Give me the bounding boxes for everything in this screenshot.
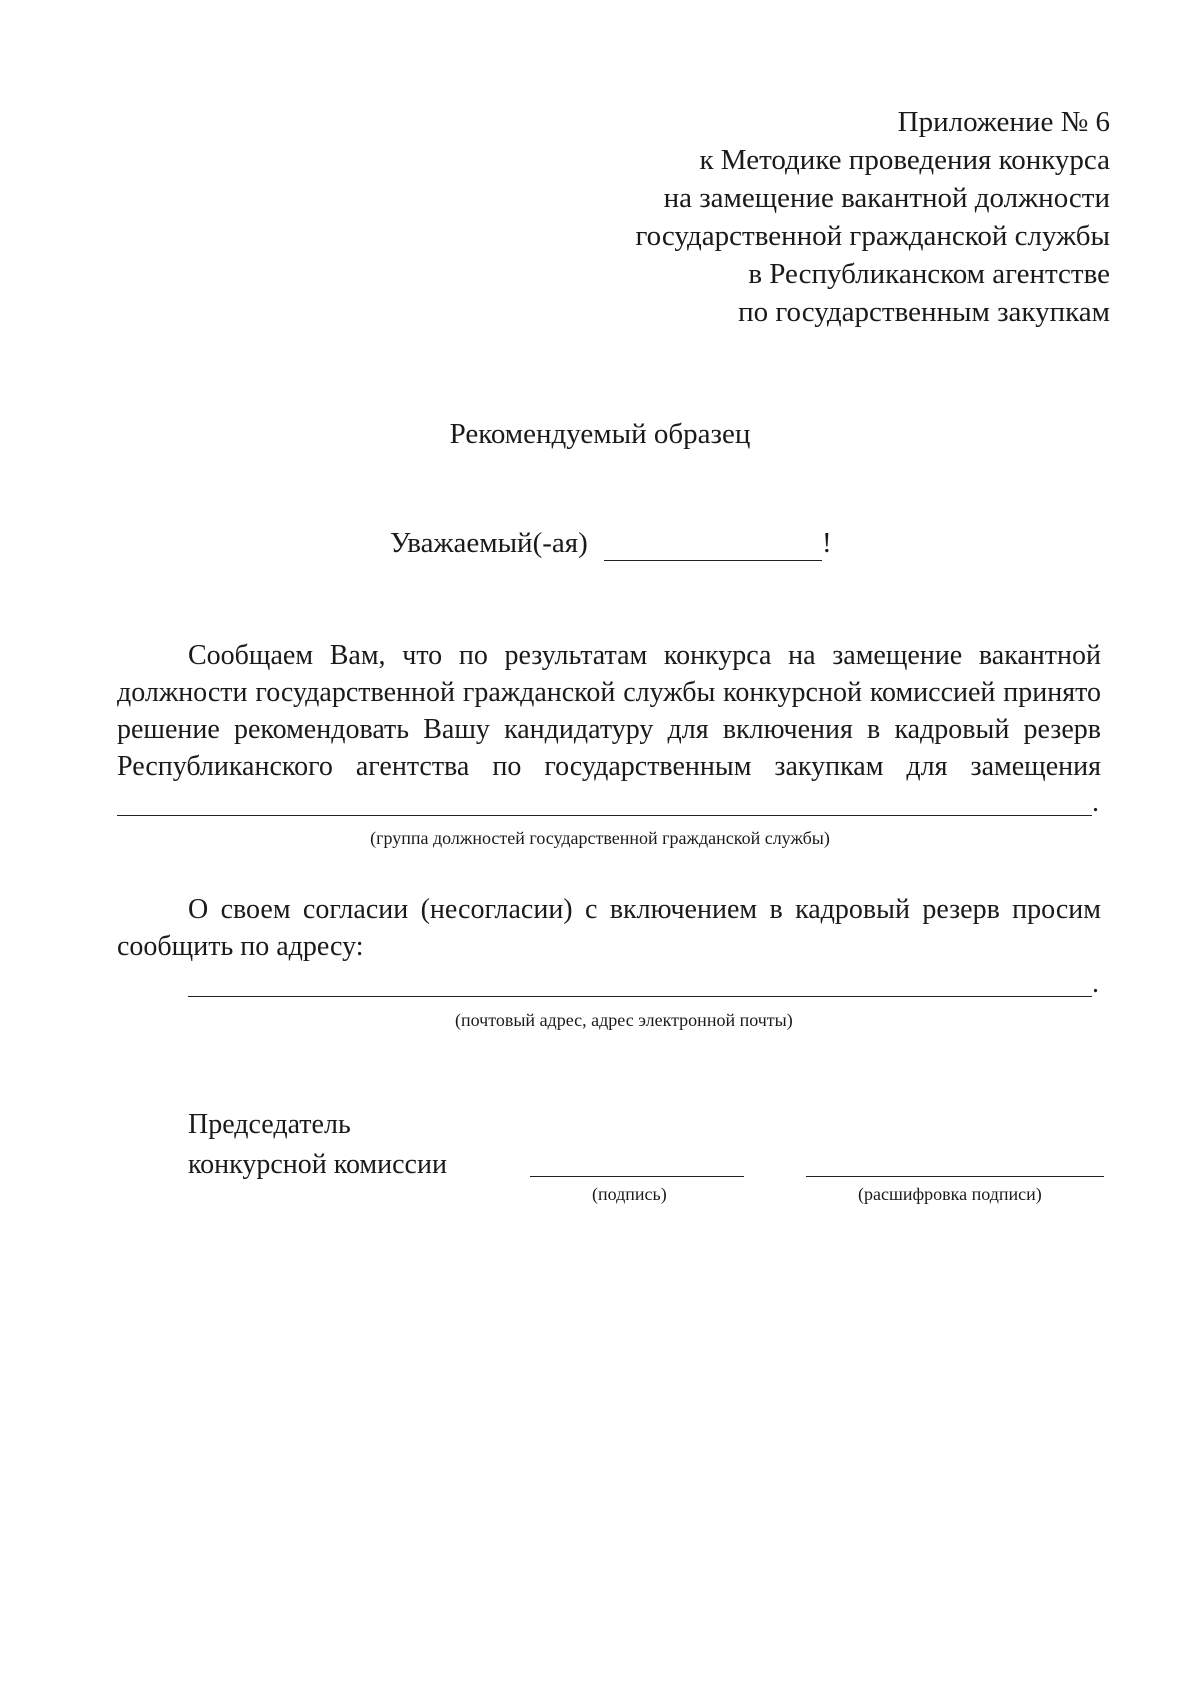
position-group-caption: (группа должностей государственной гражданской службы) xyxy=(370,828,830,848)
paragraph-line: Республиканского агентства по государственным закупкам для замещения xyxy=(117,751,1101,782)
position-group-blank xyxy=(117,815,1092,816)
signature-caption: (подпись) xyxy=(592,1184,667,1204)
sample-label: Рекомендуемый образец xyxy=(449,418,751,450)
header-line: по государственным закупкам xyxy=(738,296,1110,328)
paragraph-line: Сообщаем Вам, что по результатам конкурса на замещение вакантной xyxy=(188,640,1101,671)
paragraph-line: сообщить по адресу: xyxy=(117,931,364,962)
header-line: на замещение вакантной должности xyxy=(663,182,1110,214)
paragraph-line: решение рекомендовать Вашу кандидатуру для включения в кадровый резерв xyxy=(117,714,1101,745)
chairman-title: Председатель xyxy=(188,1109,351,1140)
greeting-prefix: Уважаемый(-ая) xyxy=(390,527,588,559)
paragraph-line: должности государственной гражданской службы конкурсной комиссией принято xyxy=(117,677,1101,708)
commission-name: конкурсной комиссии xyxy=(188,1149,447,1180)
header-line: к Методике проведения конкурса xyxy=(699,144,1110,176)
appendix-number: Приложение № 6 xyxy=(897,106,1110,138)
address-caption: (почтовый адрес, адрес электронной почты) xyxy=(455,1010,793,1030)
greeting-suffix: ! xyxy=(822,527,832,559)
signature-decoding-caption: (расшифровка подписи) xyxy=(858,1184,1042,1204)
signature-decoding-blank xyxy=(806,1176,1104,1177)
blank-end-dot: . xyxy=(1092,968,1099,999)
paragraph-line: О своем согласии (несогласии) с включением в кадровый резерв просим xyxy=(188,894,1101,925)
header-line: государственной гражданской службы xyxy=(635,220,1110,252)
recipient-name-blank xyxy=(604,560,822,561)
blank-end-dot: . xyxy=(1092,787,1099,818)
signature-blank xyxy=(530,1176,744,1177)
address-blank xyxy=(188,996,1092,997)
header-line: в Республиканском агентстве xyxy=(748,258,1110,290)
